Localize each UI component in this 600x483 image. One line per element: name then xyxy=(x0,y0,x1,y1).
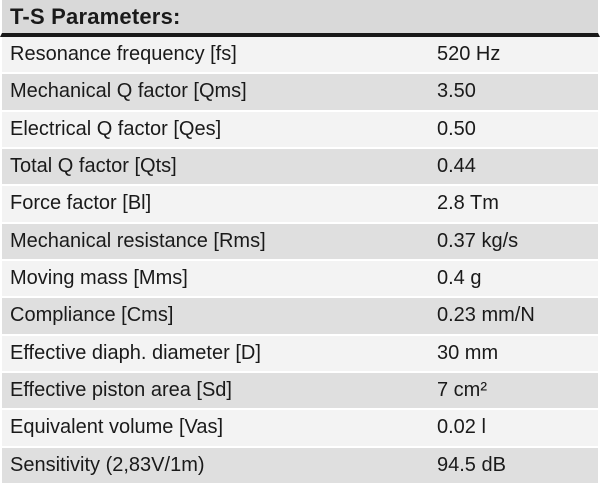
table-row xyxy=(0,149,600,186)
param-label: Sensitivity (2,83V/1m) xyxy=(10,453,205,476)
table-row xyxy=(0,448,600,483)
param-label: Force factor [Bl] xyxy=(10,192,152,215)
table-title: T-S Parameters: xyxy=(10,3,181,29)
param-value: 3.50 xyxy=(437,80,476,103)
param-value: 520 Hz xyxy=(437,43,501,66)
param-value: 2.8 Tm xyxy=(437,192,499,215)
table-row xyxy=(0,298,600,335)
param-value: 0.4 g xyxy=(437,267,482,290)
table-row xyxy=(0,261,600,298)
table-header xyxy=(0,0,600,37)
param-label: Electrical Q factor [Qes] xyxy=(10,117,222,140)
table-row xyxy=(0,186,600,223)
param-value: 7 cm² xyxy=(437,379,487,402)
param-value: 0.44 xyxy=(437,155,476,178)
table-row xyxy=(0,37,600,74)
table-row xyxy=(0,336,600,373)
param-label: Compliance [Cms] xyxy=(10,304,174,327)
param-label: Mechanical resistance [Rms] xyxy=(10,229,266,252)
param-label: Moving mass [Mms] xyxy=(10,267,188,290)
param-value: 0.23 mm/N xyxy=(437,304,535,327)
param-label: Effective diaph. diameter [D] xyxy=(10,341,261,364)
param-value: 0.50 xyxy=(437,117,476,140)
table-row xyxy=(0,74,600,111)
param-value: 0.37 kg/s xyxy=(437,229,519,252)
param-value: 30 mm xyxy=(437,341,499,364)
param-label: Total Q factor [Qts] xyxy=(10,155,177,178)
table-row xyxy=(0,112,600,149)
table-row xyxy=(0,224,600,261)
param-label: Mechanical Q factor [Qms] xyxy=(10,80,247,103)
param-label: Effective piston area [Sd] xyxy=(10,379,232,402)
param-label: Resonance frequency [fs] xyxy=(10,43,237,66)
table-row xyxy=(0,373,600,410)
param-value: 94.5 dB xyxy=(437,453,506,476)
param-label: Equivalent volume [Vas] xyxy=(10,416,224,439)
table-row xyxy=(0,410,600,447)
param-value: 0.02 l xyxy=(437,416,486,439)
